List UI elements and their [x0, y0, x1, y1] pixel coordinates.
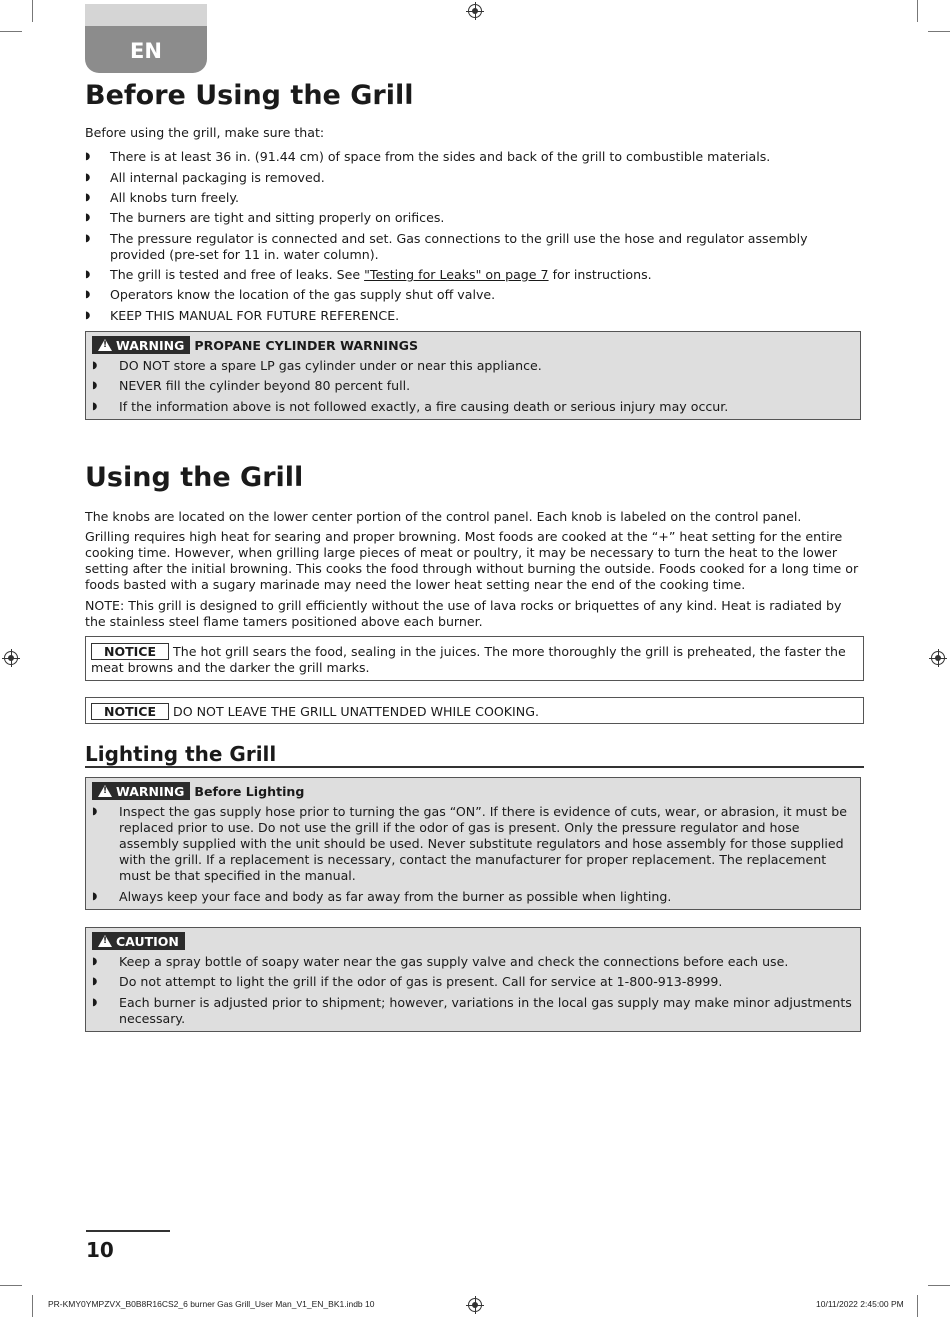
notice-tag: NOTICE	[91, 703, 169, 720]
caution-heading	[92, 932, 189, 950]
list-item: ◗ KEEP THIS MANUAL FOR FUTURE REFERENCE.	[85, 308, 400, 323]
list-item: ◗ NEVER fill the cylinder beyond 80 percent full.	[92, 378, 411, 393]
notice-box-unattended	[85, 697, 864, 724]
crop-mark	[917, 0, 918, 22]
warning-heading-text: Before Lighting	[194, 783, 305, 799]
section-title-lighting: Lighting the Grill	[85, 742, 277, 766]
list-item: ◗ Each burner is adjusted prior to shipment; however, variations in the local gas supply may make minor adjustments necessary.	[92, 995, 852, 1026]
notice-text: The hot grill sears the food, sealing in the juices. The more thoroughly the grill is preheated, the faster the meat browns and the darker the grill marks.	[91, 644, 846, 675]
slug-date: 10/11/2022 2:45:00 PM	[816, 1299, 904, 1309]
section-rule	[85, 766, 864, 768]
slug-file: PR-KMY0YMPZVX_B0B8R16CS2_6 burner Gas Grill_User Man_V1_EN_BK1.indb 10	[48, 1299, 375, 1309]
list-item: ◗ Do not attempt to light the grill if the odor of gas is present. Call for service at 1-800-913-8999.	[92, 974, 723, 989]
crop-mark	[928, 1285, 950, 1286]
crop-mark	[0, 31, 22, 32]
section-title-before-using: Before Using the Grill	[85, 80, 414, 111]
warning-triangle-icon	[98, 785, 112, 797]
page-number: 10	[86, 1238, 114, 1262]
notice-box-preheat	[85, 636, 864, 681]
registration-mark-icon	[468, 1298, 482, 1312]
crop-mark	[917, 1295, 918, 1317]
crop-mark	[928, 31, 950, 32]
paragraph: The knobs are located on the lower center portion of the control panel. Each knob is labeled on the control panel.	[85, 509, 802, 524]
list-item: ◗ If the information above is not followed exactly, a fire causing death or serious injury may occur.	[92, 399, 729, 414]
notice-tag: NOTICE	[91, 643, 169, 660]
list-item: ◗ Keep a spray bottle of soapy water near the gas supply valve and check the connections before each use.	[92, 954, 789, 969]
registration-mark-icon	[4, 651, 18, 665]
page-number-rule	[86, 1230, 170, 1232]
language-tab	[85, 4, 207, 73]
warning-tag: ! WARNING	[92, 336, 190, 354]
notice-text: DO NOT LEAVE THE GRILL UNATTENDED WHILE COOKING.	[173, 704, 539, 719]
list-item: ◗ There is at least 36 in. (91.44 cm) of space from the sides and back of the grill to combustible materials.	[85, 149, 771, 164]
section-title-using: Using the Grill	[85, 462, 304, 493]
warning-triangle-icon	[98, 339, 112, 351]
caution-triangle-icon	[98, 935, 112, 947]
list-item: ◗ The burners are tight and sitting properly on orifices.	[85, 210, 445, 225]
list-item: ◗ All internal packaging is removed.	[85, 170, 325, 185]
list-item: ◗ The pressure regulator is connected and set. Gas connections to the grill use the hose and regulator assembly provided (pre-set for 11 in. water column).	[85, 231, 808, 262]
list-item: ◗ DO NOT store a spare LP gas cylinder under or near this appliance.	[92, 358, 542, 373]
list-item: ◗ Inspect the gas supply hose prior to turning the gas “ON”. If there is evidence of cuts, wear, or abrasion, it must be replaced prior to use. Do not use the grill if the odor of gas is present. Only the pressure regulator and hose assembly supplied with the unit should be used. Never substitute regulators and hose assembly for those supplied with the grill. If a replacement is necessary, contact the manufacturer for proper replacement. The replacement must be that specified in the manual.	[92, 804, 848, 883]
crop-mark	[0, 1285, 22, 1286]
testing-for-leaks-link[interactable]: "Testing for Leaks" on page 7	[364, 267, 549, 282]
crop-mark	[32, 0, 33, 22]
warning-heading-text: PROPANE CYLINDER WARNINGS	[194, 337, 419, 353]
registration-mark-icon	[931, 651, 945, 665]
propane-warning-box	[85, 331, 861, 420]
list-item: ◗ All knobs turn freely.	[85, 190, 240, 205]
warning-heading	[92, 782, 304, 800]
caution-tag: ! CAUTION	[92, 932, 185, 950]
crop-mark	[32, 1295, 33, 1317]
caution-box	[85, 927, 861, 1032]
paragraph: Grilling requires high heat for searing and proper browning. Most foods are cooked at the “+” heat setting for the entire cooking time. However, when grilling large pieces of meat or poultry, it may be necessary to turn the heat to the lower setting after the initial browning. This cooks the food through without burning the outside. Foods cooked for a long time or foods basted with a sugary marinade may need the lower heat setting near the end of the cooking time.	[85, 529, 859, 592]
list-item: ◗ The grill is tested and free of leaks. See "Testing for Leaks" on page 7 for instructions.	[85, 267, 652, 282]
paragraph: NOTE: This grill is designed to grill efficiently without the use of lava rocks or briquettes of any kind. Heat is radiated by the stainless steel flame tamers positioned above each burner.	[85, 598, 842, 629]
warning-heading	[92, 336, 418, 354]
list-item: ◗ Always keep your face and body as far away from the burner as possible when lighting.	[92, 889, 672, 904]
intro-text: Before using the grill, make sure that:	[85, 125, 325, 140]
list-item: ◗ Operators know the location of the gas supply shut off valve.	[85, 287, 496, 302]
registration-mark-icon	[468, 4, 482, 18]
language-tab-label: EN	[130, 39, 162, 63]
before-lighting-warning-box	[85, 777, 861, 910]
warning-tag: ! WARNING	[92, 782, 190, 800]
